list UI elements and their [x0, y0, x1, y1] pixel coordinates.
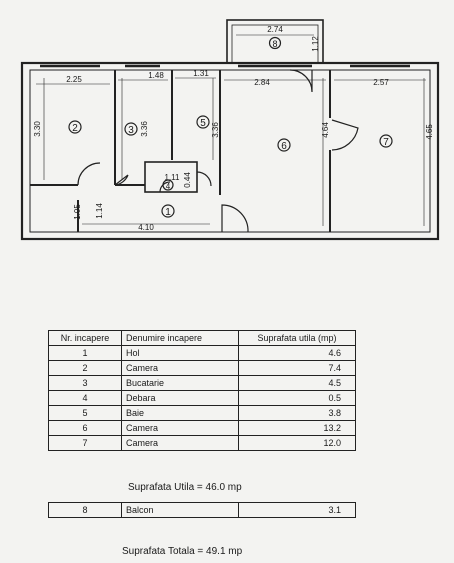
cell-area: 13.2 — [239, 421, 356, 436]
room-number-5: 5 — [200, 118, 206, 129]
cell-nr: 5 — [49, 406, 122, 421]
dim-room4-width: 1.11 — [164, 173, 180, 182]
cell-area: 4.6 — [239, 346, 356, 361]
cell-name: Camera — [122, 421, 239, 436]
dim-room3-depth: 3.36 — [140, 121, 149, 137]
cell-nr: 4 — [49, 391, 122, 406]
cell-area: 0.5 — [239, 391, 356, 406]
cell-name: Hol — [122, 346, 239, 361]
cell-name: Camera — [122, 361, 239, 376]
cell-name: Baie — [122, 406, 239, 421]
cell-name: Debara — [122, 391, 239, 406]
room-number-3: 3 — [128, 125, 134, 136]
outer-wall — [22, 63, 438, 239]
cell-nr: 7 — [49, 436, 122, 451]
dim-room2-depth: 3.30 — [33, 121, 42, 137]
dim-entry-depth: 1.05 — [73, 204, 82, 220]
header-nr: Nr. incapere — [49, 331, 122, 346]
table-row — [49, 361, 356, 376]
dim-room5-width: 1.31 — [193, 69, 209, 78]
cell-area: 12.0 — [239, 436, 356, 451]
rooms-table — [48, 330, 356, 451]
cell-name: Bucatarie — [122, 376, 239, 391]
door-room5 — [197, 172, 211, 186]
cell-nr: 3 — [49, 376, 122, 391]
outer-wall-inner — [30, 70, 430, 232]
dim-balcony-depth: 1.12 — [311, 36, 320, 52]
dim-room5-depth: 3.36 — [211, 122, 220, 138]
room-number-4: 4 — [165, 182, 171, 191]
cell-area: 3.8 — [239, 406, 356, 421]
room-number-8: 8 — [272, 39, 278, 49]
door-room6-top — [290, 70, 312, 92]
table-header-row — [49, 331, 356, 346]
suprafata-totala: Suprafata Totala = 49.1 mp — [122, 546, 243, 557]
table-row — [49, 436, 356, 451]
dim-balcony-width: 2.74 — [267, 25, 283, 34]
room-number-2: 2 — [72, 123, 78, 134]
dim-room6-depth: 4.64 — [321, 122, 330, 138]
table-row — [49, 376, 356, 391]
dim-room3-width: 1.48 — [148, 71, 164, 80]
cell-nr: 1 — [49, 346, 122, 361]
table-row — [49, 346, 356, 361]
cell-area: 4.5 — [239, 376, 356, 391]
dim-room7-depth: 4.65 — [425, 124, 434, 140]
balcon-table — [48, 502, 356, 518]
table-row — [49, 406, 356, 421]
cell-nr: 8 — [49, 503, 122, 518]
cell-name: Camera — [122, 436, 239, 451]
header-denumire: Denumire incapere — [122, 331, 239, 346]
room-number-1: 1 — [165, 207, 171, 218]
dim-room7-width: 2.57 — [373, 78, 389, 87]
door-room2 — [78, 163, 100, 185]
cell-name: Balcon — [122, 503, 239, 518]
dim-hall-width: 4.10 — [138, 223, 154, 232]
cell-nr: 6 — [49, 421, 122, 436]
room-number-6: 6 — [281, 141, 287, 152]
table-row — [49, 503, 356, 518]
header-suprafata: Suprafata utila (mp) — [239, 331, 356, 346]
door-room7 — [332, 120, 358, 150]
room-number-7: 7 — [383, 137, 389, 148]
table-row — [49, 391, 356, 406]
cell-nr: 2 — [49, 361, 122, 376]
door-room3 — [115, 175, 128, 185]
dim-room4-depth: 0.44 — [183, 172, 192, 188]
cell-area: 3.1 — [239, 503, 356, 518]
cell-area: 7.4 — [239, 361, 356, 376]
dim-room6-width: 2.84 — [254, 78, 270, 87]
dim-hall-depth: 1.14 — [95, 203, 104, 219]
door-entry — [222, 205, 248, 232]
dim-room2-width: 2.25 — [66, 75, 82, 84]
table-row — [49, 421, 356, 436]
suprafata-utila: Suprafata Utila = 46.0 mp — [128, 482, 242, 493]
